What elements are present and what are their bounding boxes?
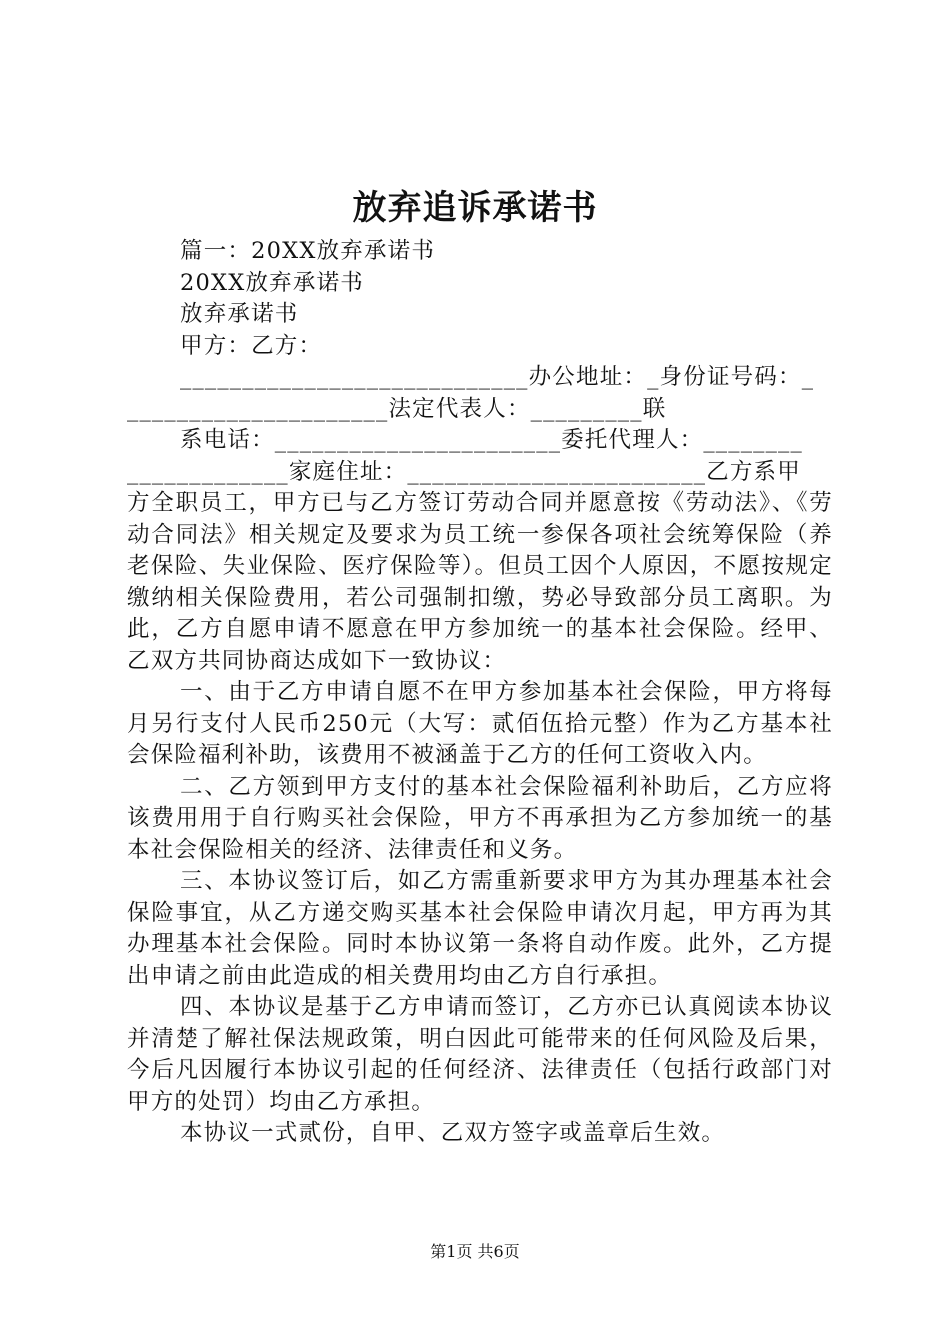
form-line: 系电话：_______________________委托代理人：________	[180, 427, 803, 453]
subheading-line: 放弃承诺书	[180, 301, 299, 327]
parties-line: 甲方：乙方：	[180, 332, 323, 359]
subheading-line: 20XX放弃承诺书	[180, 269, 364, 296]
body-paragraph: 方全职员工，甲方已与乙方签订劳动合同并愿意按《劳动法》、《劳动合同法》相关规定及要求为员工统一参保各项社会统筹保险（养老保险、失业保险、医疗保险等）。但员工因个人原因，不愿按规定缴纳相关保险费用，若公司强制扣缴，势必导致部分员工离职。为此，乙方自愿申请不愿意在甲方参加统一的基本社会保险。经甲、乙双方共同协商达成如下一致协议：	[127, 490, 833, 674]
form-line: _____________________法定代表人：_________联	[127, 395, 667, 422]
clause-paragraph: 一、由于乙方申请自愿不在甲方参加基本社会保险，甲方将每月另行支付人民币250元（大写：贰佰伍拾元整）作为乙方基本社会保险福利补助，该费用不被涵盖于乙方的任何工资收入内。	[127, 679, 833, 768]
clause-paragraph: 三、本协议签订后，如乙方需重新要求甲方为其办理基本社会保险事宜，从乙方递交购买基本社会保险申请次月起，甲方再为其办理基本社会保险。同时本协议第一条将自动作废。此外，乙方提出申请之前由此造成的相关费用均由乙方自行承担。	[127, 868, 833, 989]
clause-paragraph: 二、乙方领到甲方支付的基本社会保险福利补助后，乙方应将该费用用于自行购买社会保险，甲方不再承担为乙方参加统一的基本社会保险相关的经济、法律责任和义务。	[127, 773, 833, 863]
document-title: 放弃追诉承诺书	[352, 188, 598, 228]
page-footer: 第1页 共6页	[430, 1242, 520, 1261]
document-body	[127, 236, 833, 1150]
form-line: ____________________________办公地址：_身份证号码：_	[180, 364, 815, 390]
form-line: _____________家庭住址：________________________乙方系甲	[127, 458, 801, 485]
closing-paragraph: 本协议一式贰份，自甲、乙双方签字或盖章后生效。	[180, 1120, 726, 1146]
clause-paragraph: 四、本协议是基于乙方申请而签订，乙方亦已认真阅读本协议并清楚了解社保法规政策，明白因此可能带来的任何风险及后果，今后凡因履行本协议引起的任何经济、法律责任（包括行政部门对甲方的处罚）均由乙方承担。	[127, 994, 833, 1115]
heading-line: 篇一：20XX放弃承诺书	[180, 238, 436, 264]
